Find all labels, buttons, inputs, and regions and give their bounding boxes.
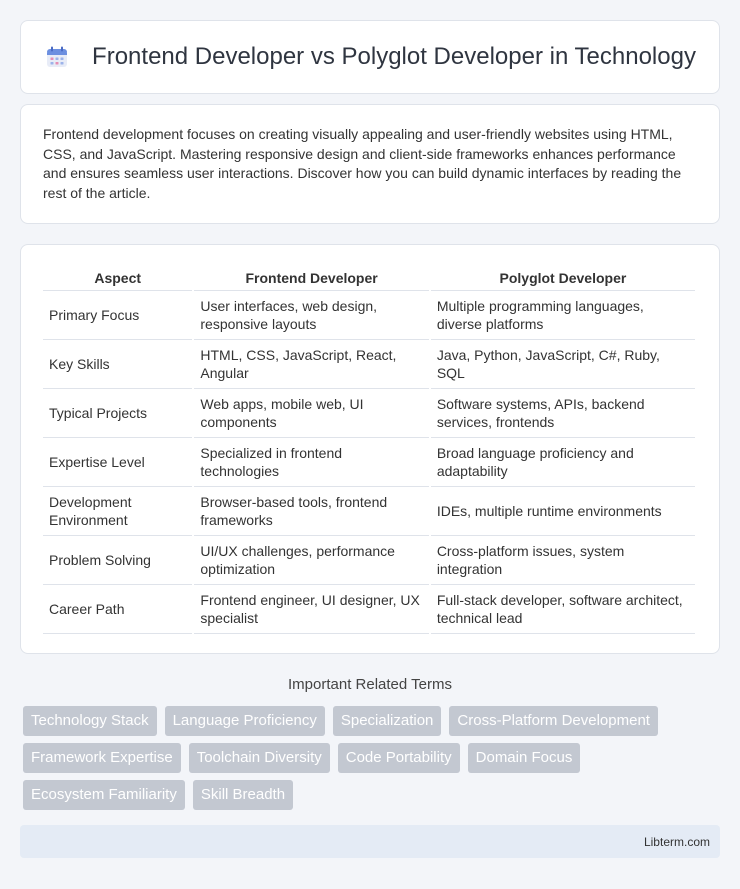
tag-domain-focus[interactable]: Domain Focus [468,743,581,773]
intro-paragraph: Frontend development focuses on creating visually appealing and user-friendly websites using HTML, CSS, and JavaScript. Mastering responsive design and client-side frameworks enhances performance and ensures seamless user interactions. Discover how you can build dynamic interfaces by reading the rest of the article. [43,126,682,201]
table-cell-polyglot: Broad language proficiency and adaptability [431,438,695,487]
table-cell-frontend: Web apps, mobile web, UI components [194,389,428,438]
footer [20,825,720,858]
table-cell-aspect: Career Path [43,585,192,634]
tag-skill-breadth[interactable]: Skill Breadth [193,780,293,810]
table-row [43,340,695,389]
comparison-table-card [20,244,720,654]
table-row [43,585,695,634]
header-inner [44,43,696,71]
table-cell-aspect: Primary Focus [43,291,192,340]
table-cell-frontend: HTML, CSS, JavaScript, React, Angular [194,340,428,389]
table-cell-polyglot: Software systems, APIs, backend services, frontends [431,389,695,438]
table-cell-aspect: Problem Solving [43,536,192,585]
related-terms-title: Important Related Terms [288,676,452,693]
table-cell-frontend: Browser-based tools, frontend frameworks [194,487,428,536]
page-title: Frontend Developer vs Polyglot Developer in Technology [92,43,696,70]
table-cell-frontend: UI/UX challenges, performance optimization [194,536,428,585]
table-cell-aspect: Key Skills [43,340,192,389]
column-header-aspect: Aspect [43,265,192,291]
tag-language-proficiency[interactable]: Language Proficiency [165,706,325,736]
table-cell-frontend: Frontend engineer, UI designer, UX specialist [194,585,428,634]
tag-ecosystem-familiarity[interactable]: Ecosystem Familiarity [23,780,185,810]
table-row [43,291,695,340]
table-cell-polyglot: Full-stack developer, software architect, technical lead [431,585,695,634]
table-header-row [43,265,695,291]
table-row [43,536,695,585]
tag-code-portability[interactable]: Code Portability [338,743,460,773]
intro-card [20,104,720,224]
table-cell-aspect: Typical Projects [43,389,192,438]
column-header-polyglot: Polyglot Developer [431,265,695,291]
table-row [43,438,695,487]
table-cell-polyglot: Multiple programming languages, diverse platforms [431,291,695,340]
tag-framework-expertise[interactable]: Framework Expertise [23,743,181,773]
tag-specialization[interactable]: Specialization [333,706,442,736]
tag-cross-platform-development[interactable]: Cross-Platform Development [449,706,658,736]
comparison-table [41,265,697,634]
table-row [43,487,695,536]
table-cell-frontend: Specialized in frontend technologies [194,438,428,487]
table-cell-polyglot: Cross-platform issues, system integration [431,536,695,585]
table-cell-aspect: Development Environment [43,487,192,536]
calendar-icon [44,44,70,70]
table-cell-aspect: Expertise Level [43,438,192,487]
table-cell-frontend: User interfaces, web design, responsive layouts [194,291,428,340]
header-card [20,20,720,94]
table-cell-polyglot: IDEs, multiple runtime environments [431,487,695,536]
related-terms-tags [23,706,723,810]
column-header-frontend: Frontend Developer [194,265,428,291]
table-row [43,389,695,438]
table-cell-polyglot: Java, Python, JavaScript, C#, Ruby, SQL [431,340,695,389]
tag-toolchain-diversity[interactable]: Toolchain Diversity [189,743,330,773]
footer-site-link[interactable]: Libterm.com [643,834,710,849]
tag-technology-stack[interactable]: Technology Stack [23,706,157,736]
